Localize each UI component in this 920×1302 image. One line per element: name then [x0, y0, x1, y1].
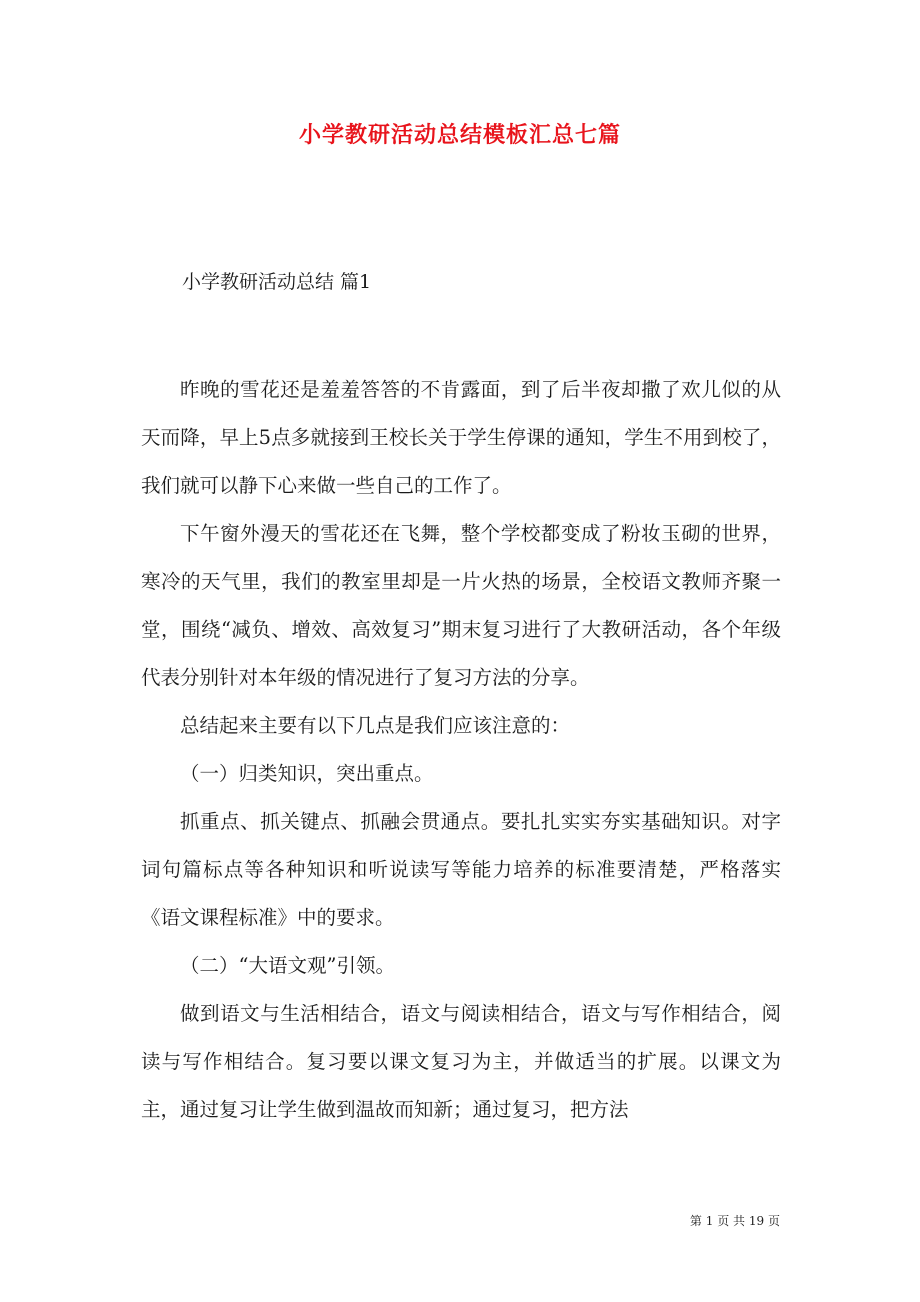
paragraph: （二）“大语文观”引领。 [180, 954, 395, 977]
paragraph: 昨晚的雪花还是羞羞答答的不肯露面，到了后半夜却撒了欢儿似的从天而降，早上5点多就接到王校长关于学生停课的通知，学生不用到校了，我们就可以静下心来做一些自己的工作了。 [141, 378, 781, 497]
paragraph: 下午窗外漫天的雪花还在飞舞，整个学校都变成了粉妆玉砌的世界，寒冷的天气里，我们的教室里却是一片火热的场景，全校语文教师齐聚一堂，围绕“减负、增效、高效复习”期末复习进行了大教研活动，各个年级代表分别针对本年级的情况进行了复习方法的分享。 [141, 522, 781, 689]
current-page-number: 1 [705, 1214, 714, 1228]
footer-middle: 页 共 [717, 1214, 746, 1228]
section-heading: 小学教研活动总结 篇1 [182, 271, 372, 293]
footer-suffix: 页 [767, 1214, 780, 1228]
paragraph: （一）归类知识，突出重点。 [180, 762, 434, 785]
total-pages-number: 19 [748, 1214, 765, 1228]
document-body [141, 366, 781, 1134]
paragraph: 抓重点、抓关键点、抓融会贯通点。要扎扎实实夯实基础知识。对字词句篇标点等各种知识和听说读写等能力培养的标准要清楚，严格落实《语文课程标准》中的要求。 [141, 810, 781, 929]
document-title: 小学教研活动总结模板汇总七篇 [298, 122, 621, 148]
footer-prefix: 第 [689, 1214, 702, 1228]
paragraph: 总结起来主要有以下几点是我们应该注意的： [180, 714, 571, 737]
page-footer [0, 1212, 780, 1229]
paragraph: 做到语文与生活相结合，语文与阅读相结合，语文与写作相结合，阅读与写作相结合。复习要以课文复习为主，并做适当的扩展。以课文为主，通过复习让学生做到温故而知新；通过复习，把方法 [141, 1002, 781, 1121]
